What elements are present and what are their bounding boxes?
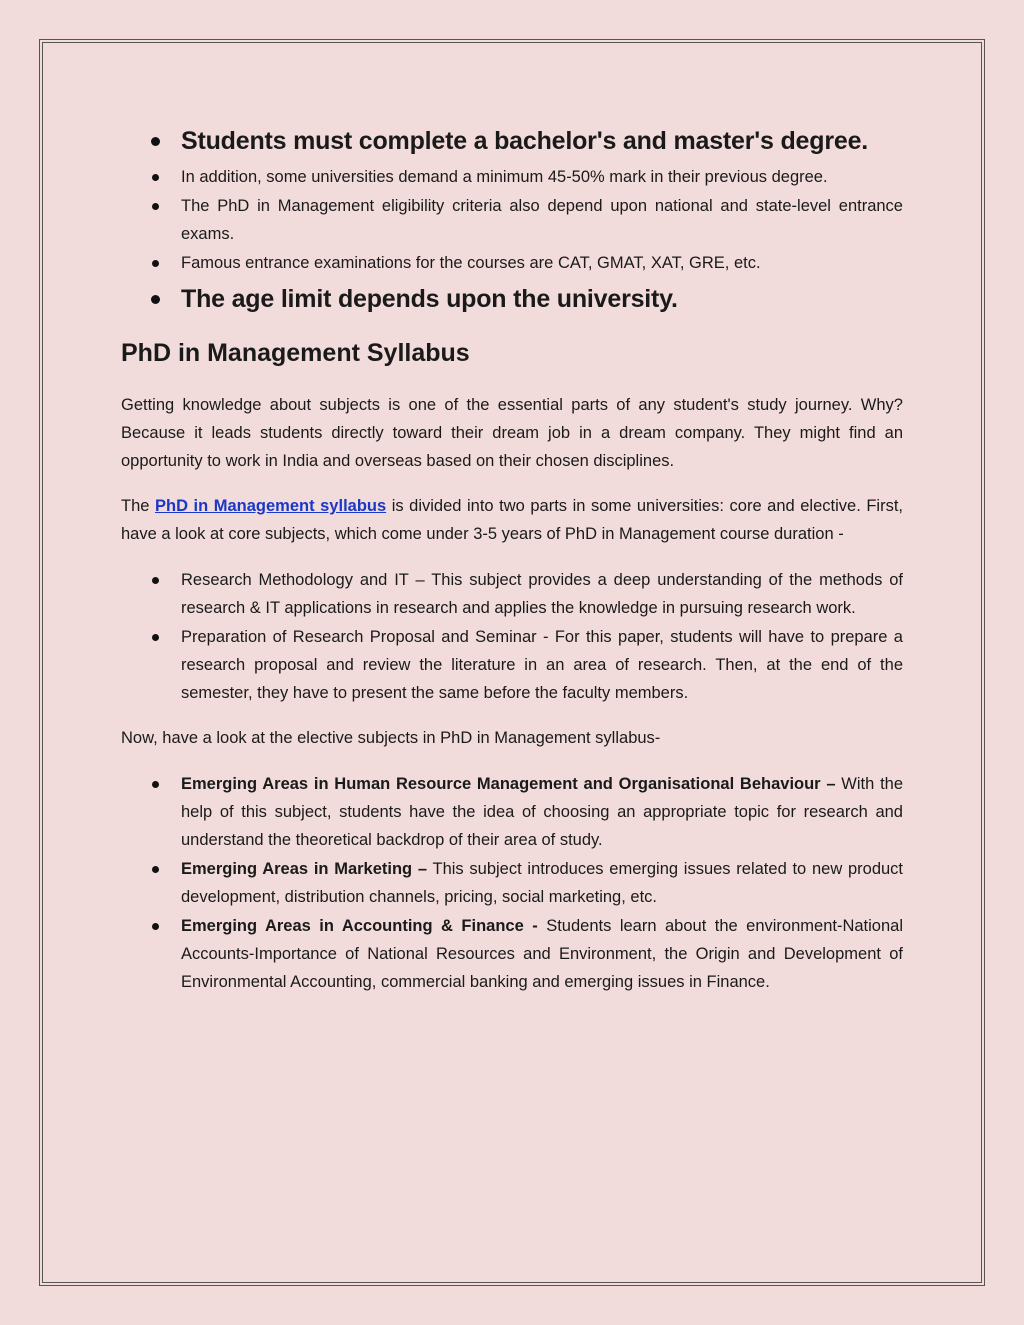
list-item: The PhD in Management eligibility criteria also depend upon national and state-level entrance exams.: [121, 192, 903, 248]
document-content: [121, 120, 903, 996]
list-item: [121, 855, 903, 911]
eligibility-list-head: [121, 120, 903, 162]
list-item: [121, 912, 903, 996]
elective-intro: Now, have a look at the elective subjects in PhD in Management syllabus-: [121, 729, 661, 747]
list-item: Research Methodology and IT – This subject provides a deep understanding of the methods of research & IT applications in research and applies the knowledge in pursuing research work.: [121, 566, 903, 622]
list-item: Students must complete a bachelor's and master's degree.: [121, 120, 903, 162]
list-item: Famous entrance examinations for the courses are CAT, GMAT, XAT, GRE, etc.: [121, 249, 903, 277]
elective-description: With the help of this subject, students have the idea of choosing an appropriate topic for research and understand the theoretical backdrop of their area of study.: [181, 775, 904, 849]
eligibility-list-tail: [121, 278, 903, 320]
elective-description: Students learn about the environment-National Accounts-Importance of National Resources and Environment, the Origin and Development of Environmental Accounting, commercial banking and emerging issues in Finance.: [181, 917, 903, 991]
list-item: [121, 770, 903, 854]
syllabus-paragraph: [121, 492, 903, 548]
section-heading: PhD in Management Syllabus: [121, 339, 470, 367]
core-subjects-list: [121, 566, 903, 707]
paragraph-suffix: is divided into two parts in some universities: core and elective. First, have a look at core subjects, which come under 3-5 years of PhD in Management course duration -: [121, 497, 903, 543]
elective-description: This subject introduces emerging issues related to new product development, distribution channels, pricing, social marketing, etc.: [181, 860, 904, 906]
eligibility-list-body: [121, 163, 903, 277]
list-item: Preparation of Research Proposal and Seminar - For this paper, students will have to prepare a research proposal and review the literature in an area of research. Then, at the end of the semester, they have to present the same before the faculty members.: [121, 623, 903, 707]
paragraph-prefix: The: [121, 497, 155, 515]
elective-subjects-list: [121, 770, 903, 996]
elective-title: Emerging Areas in Accounting & Finance -: [181, 917, 538, 935]
intro-paragraph: Getting knowledge about subjects is one of the essential parts of any student's study journey. Why? Because it leads students directly toward their dream job in a dream company. They might find an opportunity to work in India and overseas based on their chosen disciplines.: [121, 396, 903, 470]
syllabus-link[interactable]: PhD in Management syllabus: [154, 497, 387, 515]
list-item: The age limit depends upon the university.: [121, 278, 903, 320]
list-item: In addition, some universities demand a minimum 45-50% mark in their previous degree.: [121, 163, 903, 191]
elective-title: Emerging Areas in Marketing –: [181, 860, 428, 878]
elective-title: Emerging Areas in Human Resource Management and Organisational Behaviour –: [181, 775, 836, 793]
